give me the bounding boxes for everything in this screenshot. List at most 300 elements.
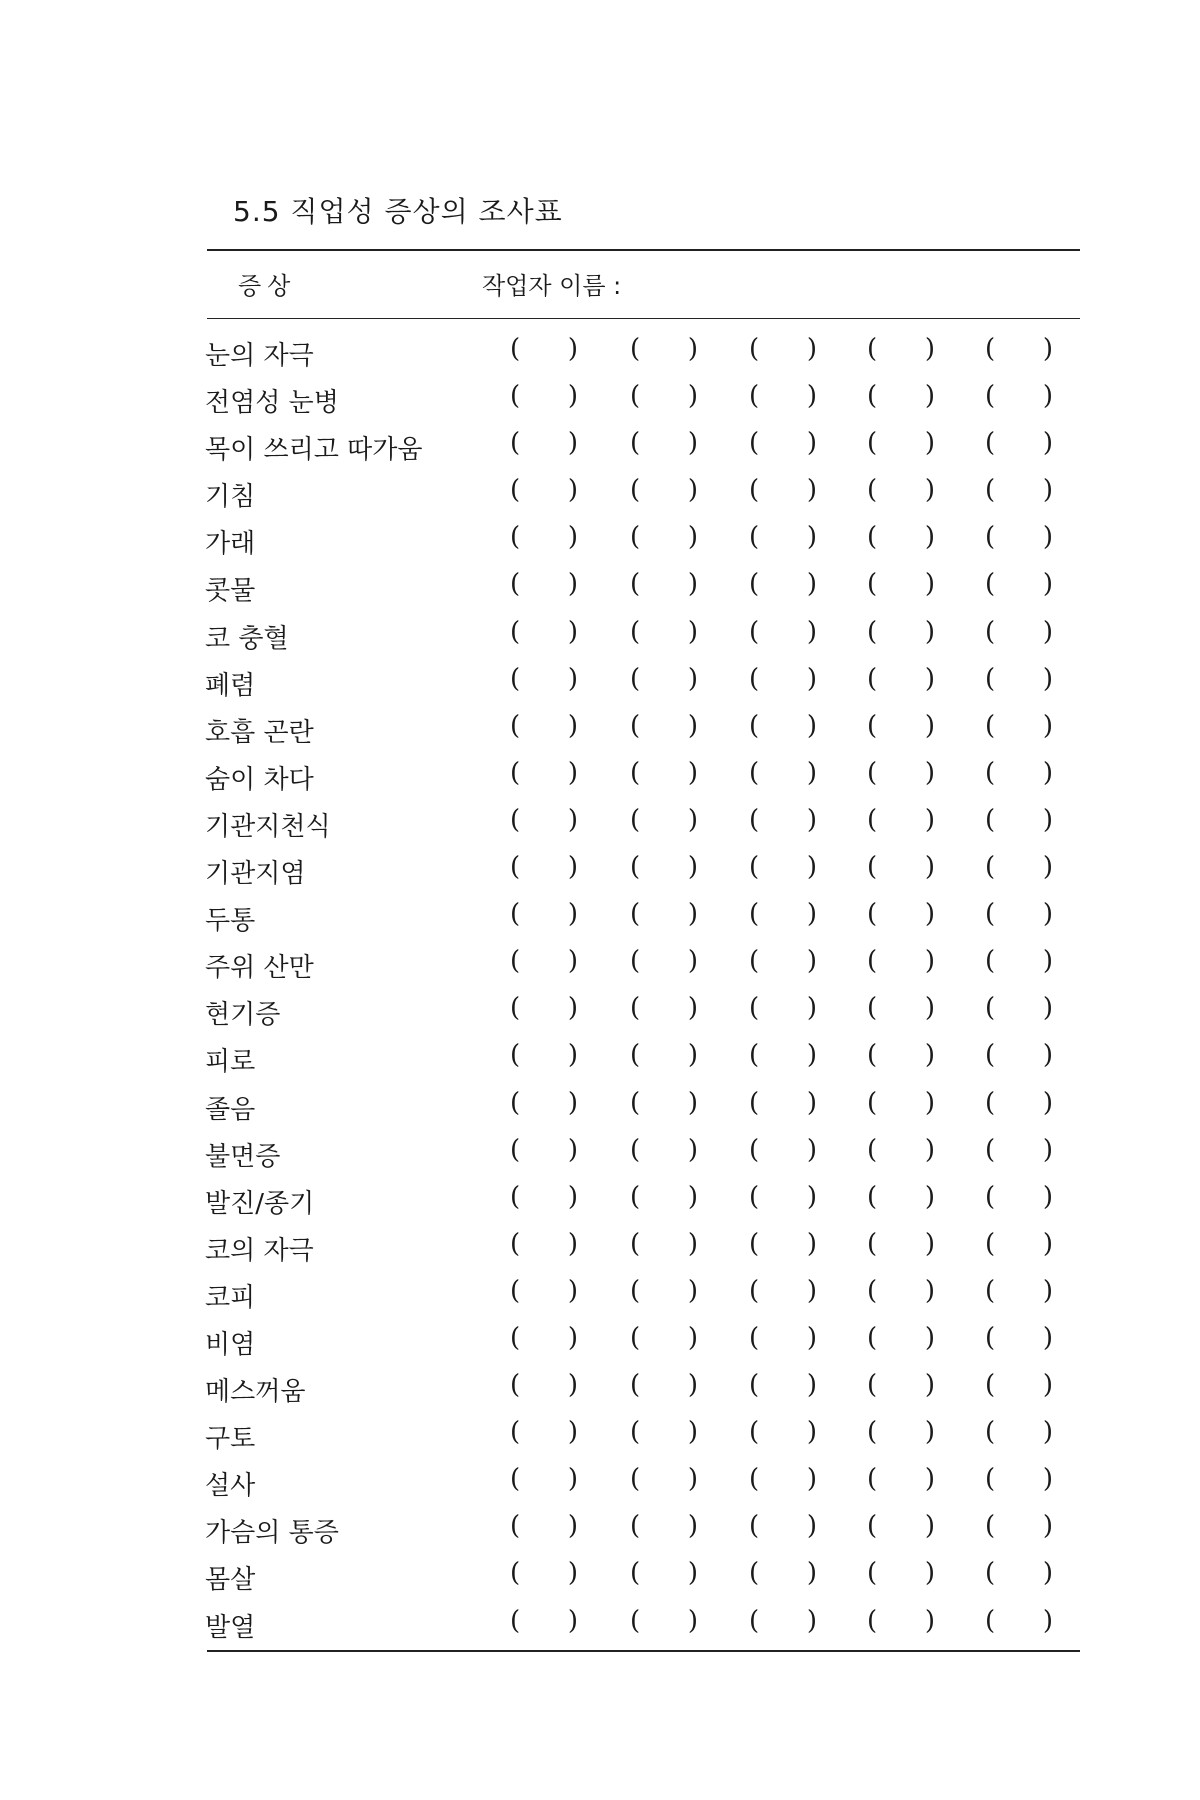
open-paren: ( [867, 475, 878, 506]
open-paren: ( [630, 1275, 641, 1306]
check-parens[interactable] [985, 569, 1053, 599]
symptom-label: 목이 쓰리고 따가움 [205, 435, 423, 466]
check-parens[interactable] [985, 1040, 1053, 1070]
check-parens[interactable] [630, 1323, 698, 1353]
open-paren: ( [749, 804, 760, 835]
close-paren: ) [1042, 1134, 1053, 1165]
open-paren: ( [985, 381, 996, 412]
check-parens[interactable] [985, 758, 1053, 788]
check-parens[interactable] [630, 993, 698, 1023]
check-parens[interactable] [630, 1511, 698, 1541]
open-paren: ( [867, 1464, 878, 1495]
close-paren: ) [687, 1322, 698, 1353]
open-paren: ( [867, 663, 878, 694]
open-paren: ( [630, 1417, 641, 1448]
open-paren: ( [749, 1275, 760, 1306]
check-parens[interactable] [867, 1370, 935, 1400]
open-paren: ( [749, 1417, 760, 1448]
check-parens[interactable] [867, 711, 935, 741]
check-parens[interactable] [630, 428, 698, 458]
table-row [205, 1411, 1085, 1458]
open-paren: ( [749, 334, 760, 364]
check-parens[interactable] [749, 711, 817, 741]
open-paren: ( [630, 522, 641, 553]
worker-name-header: 작업자 이름 : [482, 272, 622, 300]
check-parens[interactable] [867, 522, 935, 552]
close-paren: ) [924, 616, 935, 647]
check-parens[interactable] [867, 758, 935, 788]
check-parens[interactable] [630, 617, 698, 647]
check-parens[interactable] [985, 664, 1053, 694]
open-paren: ( [867, 1181, 878, 1212]
check-parens[interactable] [510, 852, 578, 882]
close-paren: ) [924, 1181, 935, 1212]
check-parens[interactable] [867, 1606, 935, 1636]
open-paren: ( [510, 1181, 521, 1212]
open-paren: ( [867, 899, 878, 930]
check-parens[interactable] [749, 946, 817, 976]
check-parens[interactable] [867, 1417, 935, 1447]
close-paren: ) [806, 1464, 817, 1495]
symptom-label: 구토 [205, 1424, 256, 1455]
check-parens[interactable] [985, 1511, 1053, 1541]
close-paren: ) [567, 1464, 578, 1495]
table-row [205, 940, 1085, 987]
check-parens[interactable] [510, 569, 578, 599]
close-paren: ) [567, 852, 578, 883]
close-paren: ) [806, 475, 817, 506]
open-paren: ( [867, 1322, 878, 1353]
close-paren: ) [806, 381, 817, 412]
close-paren: ) [806, 946, 817, 977]
check-parens[interactable] [630, 381, 698, 411]
check-parens[interactable] [867, 805, 935, 835]
check-parens[interactable] [985, 1323, 1053, 1353]
check-parens[interactable] [510, 1135, 578, 1165]
close-paren: ) [687, 946, 698, 977]
close-paren: ) [806, 1181, 817, 1212]
table-row [205, 1270, 1085, 1317]
check-parens[interactable] [749, 1606, 817, 1636]
close-paren: ) [687, 428, 698, 459]
check-parens[interactable] [510, 899, 578, 929]
check-parens[interactable] [510, 946, 578, 976]
check-parens[interactable] [510, 381, 578, 411]
symptom-label: 폐렴 [205, 670, 256, 701]
open-paren: ( [749, 1605, 760, 1636]
check-parens[interactable] [630, 946, 698, 976]
open-paren: ( [749, 946, 760, 977]
close-paren: ) [924, 522, 935, 553]
check-parens[interactable] [985, 1417, 1053, 1447]
open-paren: ( [985, 757, 996, 788]
check-parens[interactable] [630, 1464, 698, 1494]
check-parens[interactable] [749, 664, 817, 694]
symptom-table [205, 328, 1085, 1647]
check-parens[interactable] [867, 1135, 935, 1165]
check-parens[interactable] [749, 1182, 817, 1212]
check-parens[interactable] [630, 1135, 698, 1165]
check-parens[interactable] [630, 758, 698, 788]
close-paren: ) [1042, 1275, 1053, 1306]
check-parens[interactable] [985, 711, 1053, 741]
table-row [205, 752, 1085, 799]
check-parens[interactable] [630, 1558, 698, 1588]
check-parens[interactable] [985, 1276, 1053, 1306]
check-parens[interactable] [867, 1276, 935, 1306]
open-paren: ( [510, 852, 521, 883]
check-parens[interactable] [749, 899, 817, 929]
check-parens[interactable] [867, 1182, 935, 1212]
open-paren: ( [630, 334, 641, 364]
open-paren: ( [985, 852, 996, 883]
close-paren: ) [1042, 663, 1053, 694]
close-paren: ) [567, 381, 578, 412]
check-parens[interactable] [630, 1276, 698, 1306]
close-paren: ) [806, 616, 817, 647]
symptom-label: 현기증 [205, 1000, 281, 1031]
check-parens[interactable] [985, 1464, 1053, 1494]
open-paren: ( [985, 428, 996, 459]
check-parens[interactable] [867, 899, 935, 929]
table-row [205, 1223, 1085, 1270]
open-paren: ( [985, 475, 996, 506]
check-parens[interactable] [985, 617, 1053, 647]
check-parens[interactable] [510, 1511, 578, 1541]
open-paren: ( [985, 1511, 996, 1542]
close-paren: ) [1042, 757, 1053, 788]
close-paren: ) [687, 1134, 698, 1165]
table-row [205, 563, 1085, 610]
check-parens[interactable] [985, 899, 1053, 929]
check-parens[interactable] [510, 993, 578, 1023]
check-parens[interactable] [749, 1088, 817, 1118]
check-parens[interactable] [749, 522, 817, 552]
check-parens[interactable] [867, 569, 935, 599]
check-parens[interactable] [630, 569, 698, 599]
open-paren: ( [630, 428, 641, 459]
check-parens[interactable] [510, 1182, 578, 1212]
open-paren: ( [985, 1040, 996, 1071]
check-parens[interactable] [630, 664, 698, 694]
check-parens[interactable] [985, 1370, 1053, 1400]
open-paren: ( [510, 1511, 521, 1542]
check-parens[interactable] [749, 334, 817, 364]
open-paren: ( [749, 569, 760, 600]
close-paren: ) [806, 1417, 817, 1448]
check-parens[interactable] [867, 1088, 935, 1118]
close-paren: ) [687, 757, 698, 788]
symptom-label: 눈의 자극 [205, 341, 314, 371]
check-parens[interactable] [867, 852, 935, 882]
close-paren: ) [1042, 946, 1053, 977]
check-parens[interactable] [749, 617, 817, 647]
symptom-column-header: 증상 [238, 272, 297, 300]
check-parens[interactable] [985, 1558, 1053, 1588]
close-paren: ) [687, 522, 698, 553]
close-paren: ) [1042, 1228, 1053, 1259]
check-parens[interactable] [867, 1464, 935, 1494]
check-parens[interactable] [630, 899, 698, 929]
check-parens[interactable] [985, 805, 1053, 835]
open-paren: ( [867, 522, 878, 553]
check-parens[interactable] [985, 1088, 1053, 1118]
open-paren: ( [510, 1417, 521, 1448]
close-paren: ) [567, 569, 578, 600]
table-row [205, 1176, 1085, 1223]
check-parens[interactable] [749, 569, 817, 599]
open-paren: ( [985, 1322, 996, 1353]
close-paren: ) [924, 428, 935, 459]
check-parens[interactable] [985, 522, 1053, 552]
open-paren: ( [867, 1417, 878, 1448]
table-row [205, 658, 1085, 705]
open-paren: ( [630, 1228, 641, 1259]
check-parens[interactable] [749, 758, 817, 788]
check-parens[interactable] [867, 475, 935, 505]
table-row [205, 1458, 1085, 1505]
close-paren: ) [806, 1605, 817, 1636]
check-parens[interactable] [985, 1182, 1053, 1212]
close-paren: ) [806, 1040, 817, 1071]
open-paren: ( [510, 428, 521, 459]
open-paren: ( [630, 475, 641, 506]
check-parens[interactable] [510, 711, 578, 741]
close-paren: ) [567, 899, 578, 930]
check-parens[interactable] [510, 1040, 578, 1070]
check-parens[interactable] [867, 664, 935, 694]
check-parens[interactable] [749, 993, 817, 1023]
close-paren: ) [687, 1464, 698, 1495]
check-parens[interactable] [510, 334, 578, 364]
symptom-label: 기관지천식 [205, 811, 331, 842]
symptom-label: 가슴의 통증 [205, 1518, 339, 1549]
check-parens[interactable] [630, 1182, 698, 1212]
check-parens[interactable] [510, 1229, 578, 1259]
check-parens[interactable] [510, 617, 578, 647]
check-parens[interactable] [985, 475, 1053, 505]
close-paren: ) [806, 852, 817, 883]
check-parens[interactable] [630, 334, 698, 364]
check-parens[interactable] [510, 664, 578, 694]
symptom-label: 피로 [205, 1047, 256, 1078]
check-parens[interactable] [630, 1088, 698, 1118]
close-paren: ) [1042, 852, 1053, 883]
close-paren: ) [806, 1511, 817, 1542]
check-parens[interactable] [510, 1417, 578, 1447]
symptom-label: 발진/종기 [205, 1188, 315, 1219]
close-paren: ) [567, 1087, 578, 1118]
close-paren: ) [924, 475, 935, 506]
top-rule [207, 249, 1080, 251]
check-parens[interactable] [749, 1276, 817, 1306]
open-paren: ( [510, 1370, 521, 1401]
check-parens[interactable] [510, 1276, 578, 1306]
check-parens[interactable] [985, 1606, 1053, 1636]
open-paren: ( [630, 1134, 641, 1165]
close-paren: ) [687, 804, 698, 835]
check-parens[interactable] [867, 993, 935, 1023]
check-parens[interactable] [985, 428, 1053, 458]
check-parens[interactable] [867, 1229, 935, 1259]
symptom-label: 코의 자극 [205, 1235, 314, 1266]
check-parens[interactable] [867, 381, 935, 411]
check-parens[interactable] [749, 1229, 817, 1259]
open-paren: ( [510, 381, 521, 412]
check-parens[interactable] [630, 1370, 698, 1400]
check-parens[interactable] [510, 805, 578, 835]
check-parens[interactable] [630, 711, 698, 741]
open-paren: ( [630, 381, 641, 412]
close-paren: ) [924, 1558, 935, 1589]
open-paren: ( [749, 1322, 760, 1353]
check-parens[interactable] [510, 758, 578, 788]
open-paren: ( [985, 334, 996, 364]
check-parens[interactable] [510, 1370, 578, 1400]
check-parens[interactable] [985, 852, 1053, 882]
check-parens[interactable] [630, 522, 698, 552]
page-title: 5.5 직업성 증상의 조사표 [233, 195, 563, 228]
check-parens[interactable] [510, 1558, 578, 1588]
check-parens[interactable] [867, 1511, 935, 1541]
check-parens[interactable] [510, 475, 578, 505]
close-paren: ) [687, 616, 698, 647]
close-paren: ) [1042, 1558, 1053, 1589]
close-paren: ) [1042, 569, 1053, 600]
check-parens[interactable] [749, 1417, 817, 1447]
open-paren: ( [749, 475, 760, 506]
check-parens[interactable] [985, 381, 1053, 411]
check-parens[interactable] [749, 1464, 817, 1494]
check-parens[interactable] [749, 475, 817, 505]
close-paren: ) [1042, 1181, 1053, 1212]
check-parens[interactable] [749, 1040, 817, 1070]
close-paren: ) [1042, 899, 1053, 930]
open-paren: ( [630, 1558, 641, 1589]
close-paren: ) [924, 381, 935, 412]
check-parens[interactable] [867, 428, 935, 458]
close-paren: ) [806, 663, 817, 694]
check-parens[interactable] [749, 1511, 817, 1541]
open-paren: ( [510, 1605, 521, 1636]
check-parens[interactable] [749, 852, 817, 882]
open-paren: ( [867, 1134, 878, 1165]
check-parens[interactable] [510, 522, 578, 552]
close-paren: ) [567, 522, 578, 553]
check-parens[interactable] [749, 805, 817, 835]
open-paren: ( [510, 616, 521, 647]
check-parens[interactable] [749, 1370, 817, 1400]
open-paren: ( [630, 1370, 641, 1401]
open-paren: ( [867, 616, 878, 647]
check-parens[interactable] [985, 993, 1053, 1023]
table-row [205, 846, 1085, 893]
check-parens[interactable] [749, 1558, 817, 1588]
check-parens[interactable] [510, 1323, 578, 1353]
open-paren: ( [867, 1275, 878, 1306]
open-paren: ( [630, 616, 641, 647]
symptom-label: 호흡 곤란 [205, 717, 314, 748]
check-parens[interactable] [867, 334, 935, 364]
check-parens[interactable] [985, 1135, 1053, 1165]
check-parens[interactable] [630, 1417, 698, 1447]
symptom-label: 불면증 [205, 1141, 281, 1172]
check-parens[interactable] [510, 1088, 578, 1118]
symptom-label: 메스꺼움 [205, 1377, 306, 1408]
check-parens[interactable] [985, 1229, 1053, 1259]
check-parens[interactable] [510, 1464, 578, 1494]
close-paren: ) [1042, 1370, 1053, 1401]
open-paren: ( [867, 1087, 878, 1118]
table-row [205, 328, 1085, 375]
close-paren: ) [687, 1181, 698, 1212]
open-paren: ( [510, 710, 521, 741]
check-parens[interactable] [630, 852, 698, 882]
check-parens[interactable] [749, 381, 817, 411]
close-paren: ) [924, 1087, 935, 1118]
close-paren: ) [924, 1370, 935, 1401]
check-parens[interactable] [867, 946, 935, 976]
symptom-label: 두통 [205, 906, 256, 937]
close-paren: ) [806, 334, 817, 364]
close-paren: ) [687, 381, 698, 412]
open-paren: ( [867, 946, 878, 977]
open-paren: ( [985, 993, 996, 1024]
check-parens[interactable] [985, 334, 1053, 364]
close-paren: ) [567, 993, 578, 1024]
check-parens[interactable] [749, 1135, 817, 1165]
close-paren: ) [924, 1464, 935, 1495]
close-paren: ) [687, 710, 698, 741]
open-paren: ( [510, 899, 521, 930]
check-parens[interactable] [630, 1040, 698, 1070]
close-paren: ) [924, 710, 935, 741]
check-parens[interactable] [630, 805, 698, 835]
table-row [205, 375, 1085, 422]
check-parens[interactable] [867, 1323, 935, 1353]
check-parens[interactable] [985, 946, 1053, 976]
check-parens[interactable] [867, 617, 935, 647]
check-parens[interactable] [867, 1040, 935, 1070]
open-paren: ( [630, 710, 641, 741]
check-parens[interactable] [749, 428, 817, 458]
header-rule [207, 318, 1080, 319]
open-paren: ( [510, 1134, 521, 1165]
close-paren: ) [567, 663, 578, 694]
check-parens[interactable] [510, 1606, 578, 1636]
open-paren: ( [630, 1464, 641, 1495]
close-paren: ) [687, 899, 698, 930]
check-parens[interactable] [749, 1323, 817, 1353]
check-parens[interactable] [630, 1229, 698, 1259]
table-row [205, 422, 1085, 469]
open-paren: ( [749, 993, 760, 1024]
table-row [205, 705, 1085, 752]
check-parens[interactable] [867, 1558, 935, 1588]
close-paren: ) [567, 946, 578, 977]
close-paren: ) [1042, 522, 1053, 553]
close-paren: ) [567, 1511, 578, 1542]
check-parens[interactable] [510, 428, 578, 458]
check-parens[interactable] [630, 1606, 698, 1636]
open-paren: ( [867, 569, 878, 600]
table-row [205, 1034, 1085, 1081]
open-paren: ( [867, 993, 878, 1024]
check-parens[interactable] [630, 475, 698, 505]
open-paren: ( [749, 1134, 760, 1165]
close-paren: ) [1042, 428, 1053, 459]
close-paren: ) [567, 475, 578, 506]
